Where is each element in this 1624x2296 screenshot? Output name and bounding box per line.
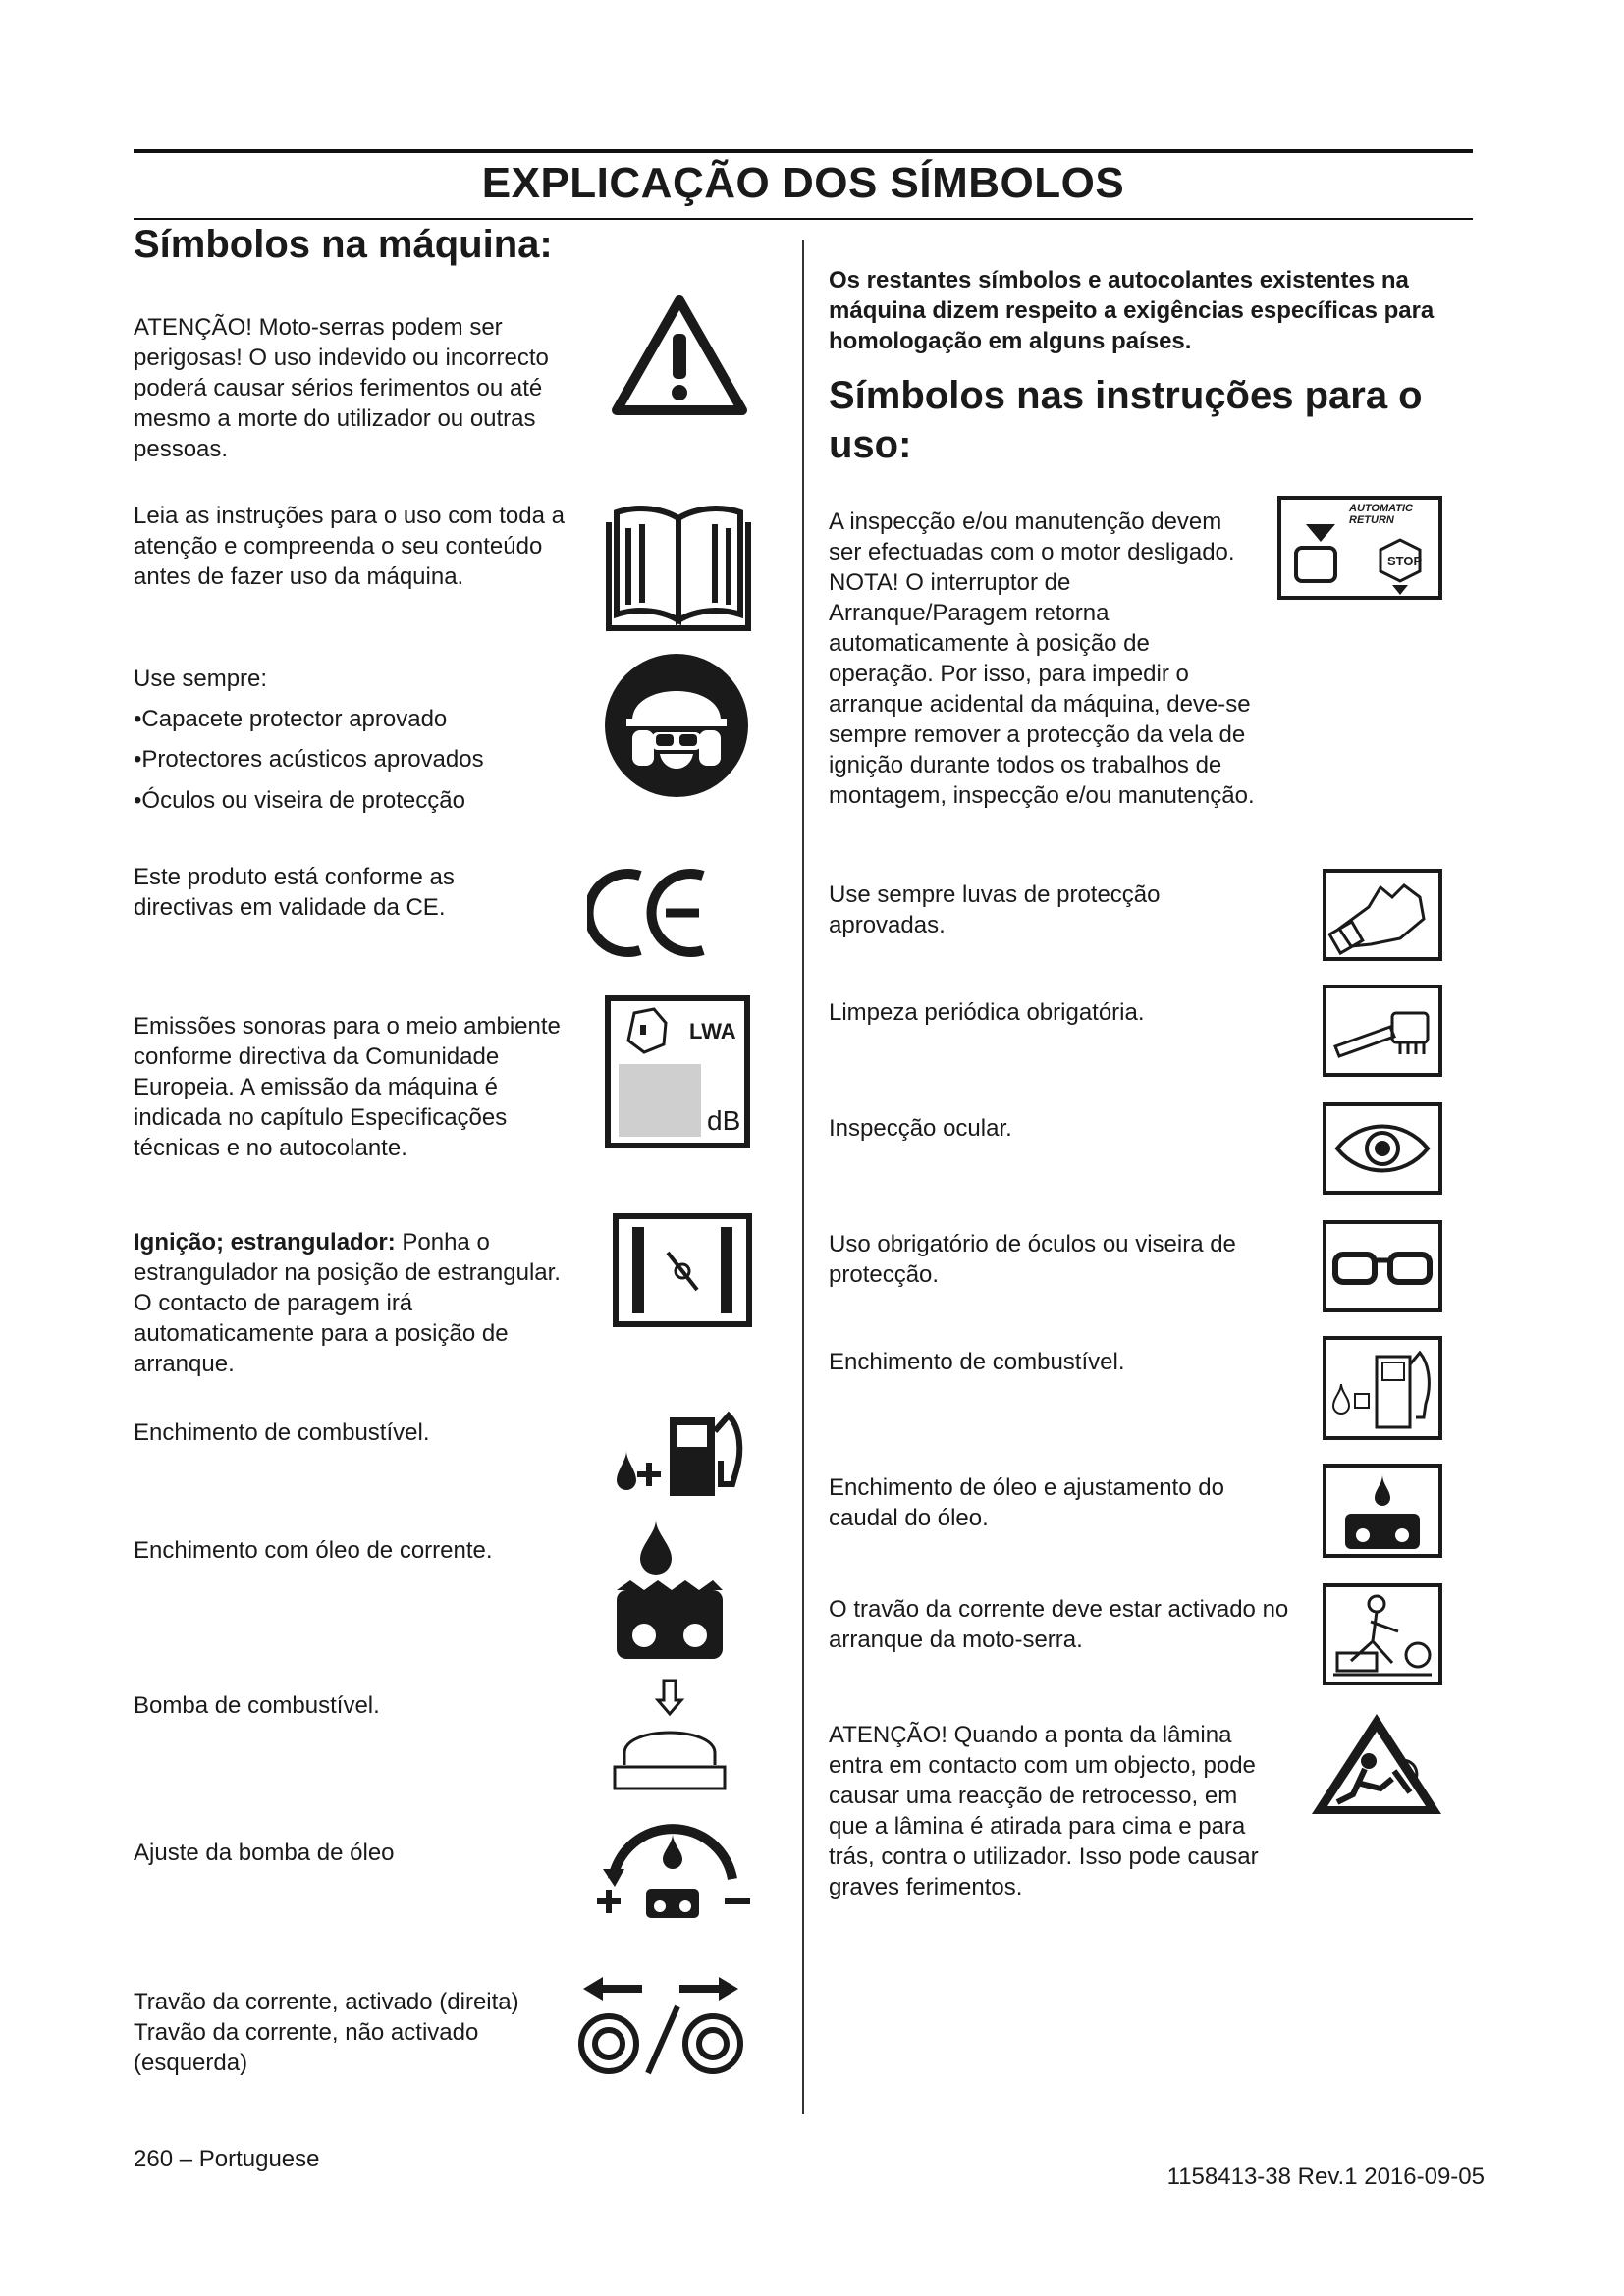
right-fuel-fill-text: Enchimento de combustível. — [829, 1349, 1125, 1375]
fuel-fill-icon — [613, 1402, 756, 1500]
ignition-body: Ponha o estrangulador na posição de estrangular. O contacto de paragem irá automaticamente para a posição de arranque. — [134, 1229, 561, 1377]
page-title: EXPLICAÇÃO DOS SÍMBOLOS — [481, 159, 1125, 207]
oil-pump-text: Ajuste da bomba de óleo — [134, 1840, 395, 1866]
oil-fill-text: Enchimento de óleo e ajustamento do caudal do óleo. — [829, 1474, 1224, 1531]
helmet-hearing-protection-icon — [603, 652, 750, 799]
chain-brake-start-text: O travão da corrente deve estar activado no arranque da moto-serra. — [829, 1596, 1289, 1653]
eye-icon — [1322, 1101, 1443, 1196]
gloves-icon — [1322, 868, 1443, 962]
fuel-fill-outline-icon — [1322, 1335, 1443, 1441]
chain-brake-icon — [569, 1967, 752, 2081]
safety-glasses-icon — [1322, 1219, 1443, 1313]
chain-brake-text: Travão da corrente, activado (direita) Travão da corrente, não activado (esquerda) — [134, 1989, 519, 2076]
right-heading: Símbolos nas instruções para o uso: — [829, 374, 1423, 466]
warning-text: ATENÇÃO! Moto-serras podem ser perigosas! O uso indevido ou incorrecto poderá causar sérios ferimentos ou até mesmo a morte do utilizador ou outras pessoas. — [134, 314, 549, 462]
oil-fill-chain-icon — [1322, 1463, 1443, 1559]
ppe-item: • Capacete protector aprovado — [134, 704, 447, 734]
left-heading: Símbolos na máquina: — [134, 223, 553, 266]
page-footer-left: 260 – Portuguese — [134, 2146, 320, 2172]
chain-oil-icon — [611, 1516, 729, 1663]
column-divider — [802, 240, 804, 2114]
ignition-text — [134, 1227, 585, 1379]
left-fuel-fill-text: Enchimento de combustível. — [134, 1419, 430, 1446]
stop-label: STOP — [1387, 554, 1423, 568]
auto-return-label: AUTOMATIC RETURN — [1349, 503, 1413, 526]
kickback-warning-text: ATENÇÃO! Quando a ponta da lâmina entra em contacto com um objecto, pode causar uma reacção de retrocesso, em que a lâmina é atirada para cima e para trás, contra o utilizador. Isso pode causar graves ferimentos. — [829, 1722, 1259, 1900]
gloves-text: Use sempre luvas de protecção aprovadas. — [829, 881, 1161, 938]
ce-mark-icon — [587, 864, 715, 962]
glasses-text: Uso obrigatório de óculos ou viseira de protecção. — [829, 1231, 1236, 1288]
lwa-label: LWA — [689, 1019, 736, 1043]
choke-icon — [613, 1213, 752, 1327]
kickback-warning-icon — [1308, 1710, 1445, 1818]
auto-return-stop-icon — [1276, 495, 1443, 601]
ppe-item: • Óculos ou viseira de protecção — [134, 785, 465, 816]
db-label: dB — [707, 1105, 741, 1136]
warning-triangle-icon — [611, 294, 748, 416]
fuel-pump-bulb-icon — [611, 1677, 729, 1794]
fuel-pump-text: Bomba de combustível. — [134, 1692, 380, 1719]
page-footer-right: 1158413-38 Rev.1 2016-09-05 — [1166, 2163, 1485, 2190]
noise-text: Emissões sonoras para o meio ambiente conforme directiva da Comunidade Europeia. A emissão da máquina é indicada no capítulo Especificações técnicas e no autocolante. — [134, 1013, 561, 1161]
noise-emission-label-icon — [605, 995, 750, 1148]
right-intro: Os restantes símbolos e autocolantes existentes na máquina dizem respeito a exigências específicas para homologação em alguns países. — [829, 267, 1435, 354]
ppe-item: • Protectores acústicos aprovados — [134, 744, 484, 774]
inspection-text: A inspecção e/ou manutenção devem ser efectuadas com o motor desligado. NOTA! O interruptor de Arranque/Paragem retorna automaticamente à posição de operação. Por isso, para impedir o arranque acidental da máquina, deve-se sempre remover a protecção da vela de ignição durante todos os trabalhos de montagem, inspecção e/ou manutenção. — [829, 508, 1255, 809]
chain-oil-text: Enchimento com óleo de corrente. — [134, 1537, 493, 1564]
ce-text: Este produto está conforme as directivas em validade da CE. — [134, 864, 455, 921]
visual-inspection-text: Inspecção ocular. — [829, 1115, 1012, 1142]
brush-cleaning-icon — [1322, 984, 1443, 1078]
cleaning-text: Limpeza periódica obrigatória. — [829, 999, 1145, 1026]
use-always-label: Use sempre: — [134, 666, 268, 692]
chain-brake-start-icon — [1322, 1582, 1443, 1686]
title-rule-top — [134, 149, 1473, 153]
read-manual-text: Leia as instruções para o uso com toda a atenção e compreenda o seu conteúdo antes de fazer uso da máquina. — [134, 503, 565, 590]
oil-pump-adjust-icon — [589, 1808, 756, 1926]
ignition-label: Ignição; estrangulador: — [134, 1229, 396, 1255]
manual-book-icon — [605, 499, 752, 636]
